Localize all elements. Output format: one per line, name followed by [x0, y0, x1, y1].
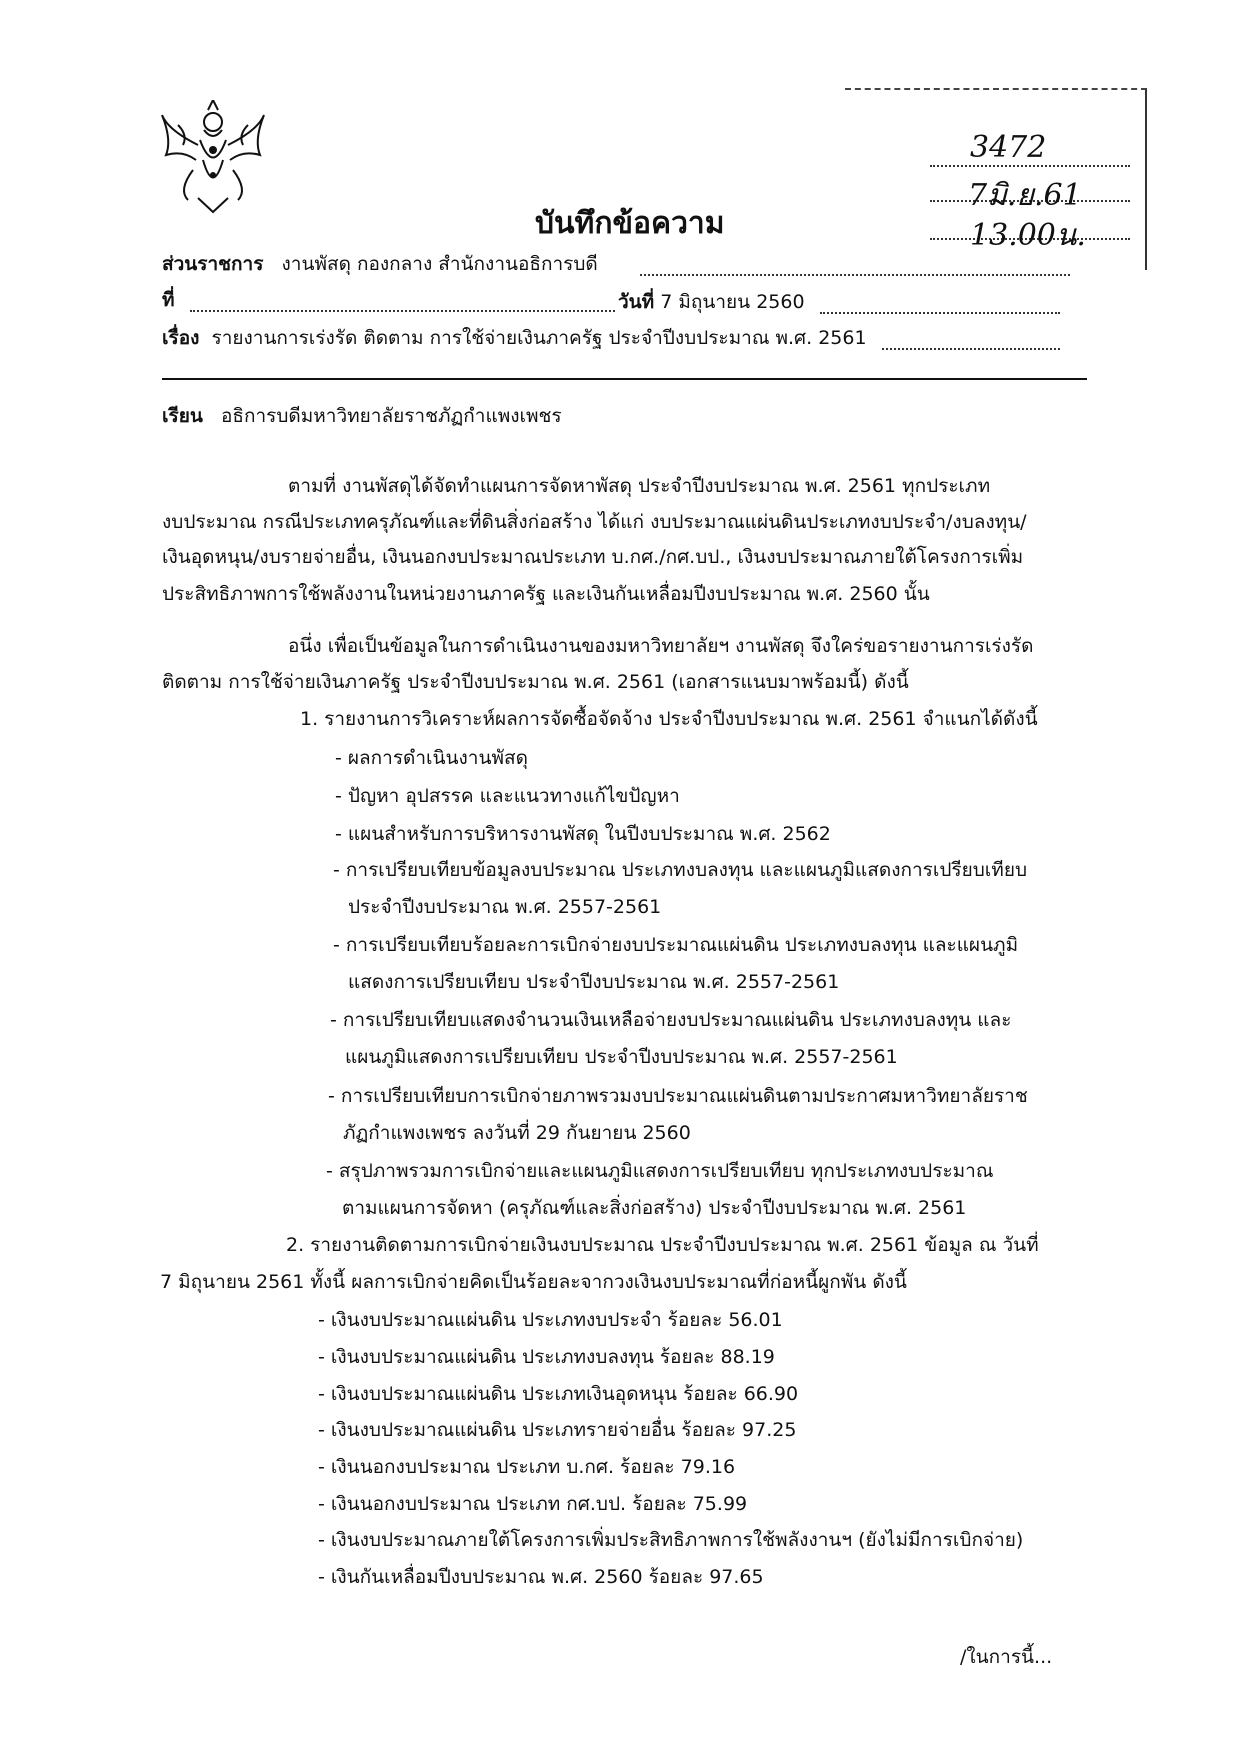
- list-item: - การเปรียบเทียบร้อยละการเบิกจ่ายงบประมาณแผ่นดิน ประเภทงบลงทุน และแผนภูมิ: [333, 934, 1019, 956]
- list-item: - เงินงบประมาณแผ่นดิน ประเภทงบประจำ ร้อยละ 56.01: [318, 1309, 783, 1331]
- list-item-continuation: ประจำปีงบประมาณ พ.ศ. 2557-2561: [348, 896, 662, 918]
- list-item: - เงินนอกงบประมาณ ประเภท บ.กศ. ร้อยละ 79.16: [318, 1456, 736, 1478]
- list-item: - การเปรียบเทียบการเบิกจ่ายภาพรวมงบประมาณแผ่นดินตามประกาศมหาวิทยาลัยราช: [328, 1085, 1028, 1107]
- list-item: - เงินนอกงบประมาณ ประเภท กศ.บป. ร้อยละ 75.99: [318, 1493, 748, 1515]
- item1-title: 1. รายงานการวิเคราะห์ผลการจัดซื้อจัดจ้าง ประจำปีงบประมาณ พ.ศ. 2561 จำแนกได้ดังนี้: [300, 708, 1038, 730]
- list-item: - สรุปภาพรวมการเบิกจ่ายและแผนภูมิแสดงการเปรียบเทียบ ทุกประเภทงบประมาณ: [326, 1160, 994, 1182]
- para2-line: อนึ่ง เพื่อเป็นข้อมูลในการดำเนินงานของมหาวิทยาลัยฯ งานพัสดุ จึงใคร่ขอรายงานการเร่งรัด: [288, 635, 1034, 657]
- para1-line: ประสิทธิภาพการใช้พลังงานในหน่วยงานภาครัฐ และเงินกันเหลื่อมปีงบประมาณ พ.ศ. 2560 นั้น: [162, 583, 930, 605]
- para1-line: ตามที่ งานพัสดุได้จัดทำแผนการจัดหาพัสดุ ประจำปีงบประมาณ พ.ศ. 2561 ทุกประเภท: [288, 475, 991, 497]
- date-label: วันที่: [618, 291, 655, 313]
- garuda-emblem-icon: [158, 100, 268, 215]
- subject-label: เรื่อง: [162, 327, 200, 349]
- list-item: - เงินงบประมาณแผ่นดิน ประเภทงบลงทุน ร้อยละ 88.19: [318, 1346, 775, 1368]
- continuation-text: /ในการนี้...: [960, 1646, 1053, 1668]
- list-item-continuation: แสดงการเปรียบเทียบ ประจำปีงบประมาณ พ.ศ. 2557-2561: [348, 971, 840, 993]
- salutation-value: อธิการบดีมหาวิทยาลัยราชภัฏกำแพงเพชร: [220, 405, 562, 427]
- date-value: 7 มิถุนายน 2560: [660, 291, 805, 313]
- list-item: - การเปรียบเทียบข้อมูลงบประมาณ ประเภทงบลงทุน และแผนภูมิแสดงการเปรียบเทียบ: [333, 859, 1028, 881]
- para2-line: ติดตาม การใช้จ่ายเงินภาครัฐ ประจำปีงบประมาณ พ.ศ. 2561 (เอกสารแนบมาพร้อมนี้) ดังนี้: [162, 671, 909, 693]
- stamp-date: 7มิ.ย.61: [968, 178, 1082, 213]
- list-item: - ปัญหา อุปสรรค และแนวทางแก้ไขปัญหา: [335, 785, 680, 807]
- list-item: - เงินกันเหลื่อมปีงบประมาณ พ.ศ. 2560 ร้อยละ 97.65: [318, 1566, 764, 1588]
- salutation: [162, 404, 562, 428]
- list-item: - ผลการดำเนินงานพัสดุ: [335, 747, 528, 769]
- para1-line: งบประมาณ กรณีประเภทครุภัณฑ์และที่ดินสิ่งก่อสร้าง ได้แก่ งบประมาณแผ่นดินประเภทงบประจำ/งบลงทุน/: [162, 511, 1027, 533]
- list-item: - เงินงบประมาณแผ่นดิน ประเภทรายจ่ายอื่น ร้อยละ 97.25: [318, 1419, 797, 1441]
- ref-label: ที่: [162, 289, 175, 311]
- stamp-number: 3472: [970, 130, 1047, 165]
- list-item-continuation: ภัฏกำแพงเพชร ลงวันที่ 29 กันยายน 2560: [343, 1122, 691, 1144]
- list-item: - การเปรียบเทียบแสดงจำนวนเงินเหลือจ่ายงบประมาณแผ่นดิน ประเภทงบลงทุน และ: [330, 1009, 1012, 1031]
- list-item: - แผนสำหรับการบริหารงานพัสดุ ในปีงบประมาณ พ.ศ. 2562: [335, 823, 831, 845]
- item2-line: 7 มิถุนายน 2561 ทั้งนี้ ผลการเบิกจ่ายคิดเป็นร้อยละจากวงเงินงบประมาณที่ก่อหนี้ผูกพัน ดังนี้: [160, 1271, 907, 1293]
- list-item: - เงินงบประมาณภายใต้โครงการเพิ่มประสิทธิภาพการใช้พลังงานฯ (ยังไม่มีการเบิกจ่าย): [318, 1529, 1024, 1551]
- subject-line: [162, 326, 867, 350]
- header-divider: [162, 378, 1087, 380]
- memo-title: บันทึกข้อความ: [535, 206, 725, 241]
- list-item-continuation: ตามแผนการจัดหา (ครุภัณฑ์และสิ่งก่อสร้าง) ประจำปีงบประมาณ พ.ศ. 2561: [342, 1197, 967, 1219]
- stamp-time: 13.00น.: [970, 218, 1086, 253]
- date-line: [618, 290, 805, 314]
- salutation-label: เรียน: [162, 405, 203, 427]
- item2-line: 2. รายงานติดตามการเบิกจ่ายเงินงบประมาณ ประจำปีงบประมาณ พ.ศ. 2561 ข้อมูล ณ วันที่: [286, 1234, 1039, 1256]
- subject-value: รายงานการเร่งรัด ติดตาม การใช้จ่ายเงินภาครัฐ ประจำปีงบประมาณ พ.ศ. 2561: [211, 327, 867, 349]
- agency-label: ส่วนราชการ: [162, 253, 264, 275]
- agency-value: งานพัสดุ กองกลาง สำนักงานอธิการบดี: [281, 253, 598, 275]
- para1-line: เงินอุดหนุน/งบรายจ่ายอื่น, เงินนอกงบประมาณประเภท บ.กศ./กศ.บป., เงินงบประมาณภายใต้โครงการเพิ่ม: [162, 546, 1024, 568]
- list-item: - เงินงบประมาณแผ่นดิน ประเภทเงินอุดหนุน ร้อยละ 66.90: [318, 1383, 799, 1405]
- agency-line: [162, 252, 598, 276]
- list-item-continuation: แผนภูมิแสดงการเปรียบเทียบ ประจำปีงบประมาณ พ.ศ. 2557-2561: [345, 1046, 898, 1068]
